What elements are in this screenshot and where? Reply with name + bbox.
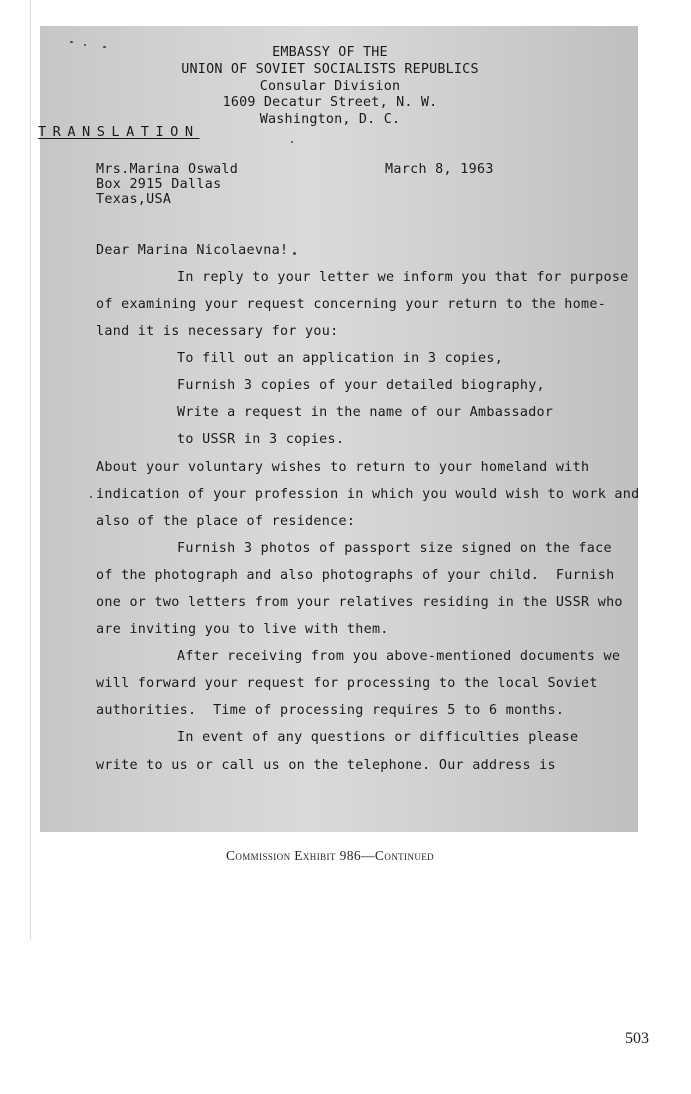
salutation: Dear Marina Nicolaevna! [96,243,289,258]
header-line-4: 1609 Decatur Street, N. W. [222,95,438,110]
header-line-5: Washington, D. C. [259,112,401,127]
exhibit-caption: Commission Exhibit 986—Continued [225,848,435,863]
body-line: to USSR in 3 copies. [177,432,345,447]
body-line: Furnish 3 copies of your detailed biography, [177,378,545,393]
header-line-1: EMBASSY OF THE [272,45,388,60]
body-line: land it is necessary for you: [96,324,339,339]
body-line: In event of any questions or difficulties please [177,730,579,745]
body-line: will forward your request for processing to the local Soviet [96,676,598,691]
speck [103,46,106,48]
body-line: are inviting you to live with them. [96,622,389,637]
body-line: Write a request in the name of our Ambassador [177,405,554,420]
body-line: authorities. Time of processing requires 5 to 6 months. [96,703,565,718]
speck [84,44,86,46]
speck [291,141,293,143]
body-line: one or two letters from your relatives residing in the USSR who [96,595,623,610]
speck [293,252,296,255]
body-line: indication of your profession in which you would wish to work and [96,487,640,502]
body-line: of the photograph and also photographs of your child. Furnish [96,568,615,583]
speck [70,41,73,43]
letter-date: March 8, 1963 [385,162,494,177]
addressee-line-2: Box 2915 Dallas [96,177,222,192]
body-line: Furnish 3 photos of passport size signed on the face [177,541,612,556]
translation-label: TRANSLATION [38,124,200,140]
addressee-line-3: Texas,USA [96,192,172,207]
body-line: About your voluntary wishes to return to your homeland with [96,460,590,475]
body-line: also of the place of residence: [96,514,356,529]
body-line: write to us or call us on the telephone. Our address is [96,758,556,773]
speck [90,496,92,498]
body-line: After receiving from you above-mentioned documents we [177,649,621,664]
body-line: In reply to your letter we inform you that for purpose [177,270,629,285]
page-number: 503 [625,1030,649,1047]
body-line: To fill out an application in 3 copies, [177,351,504,366]
body-line: of examining your request concerning your return to the home- [96,297,607,312]
header-line-3: Consular Division [259,79,401,94]
addressee-line-1: Mrs.Marina Oswald [96,162,239,177]
header-line-2: UNION OF SOVIET SOCIALISTS REPUBLICS [181,62,479,77]
